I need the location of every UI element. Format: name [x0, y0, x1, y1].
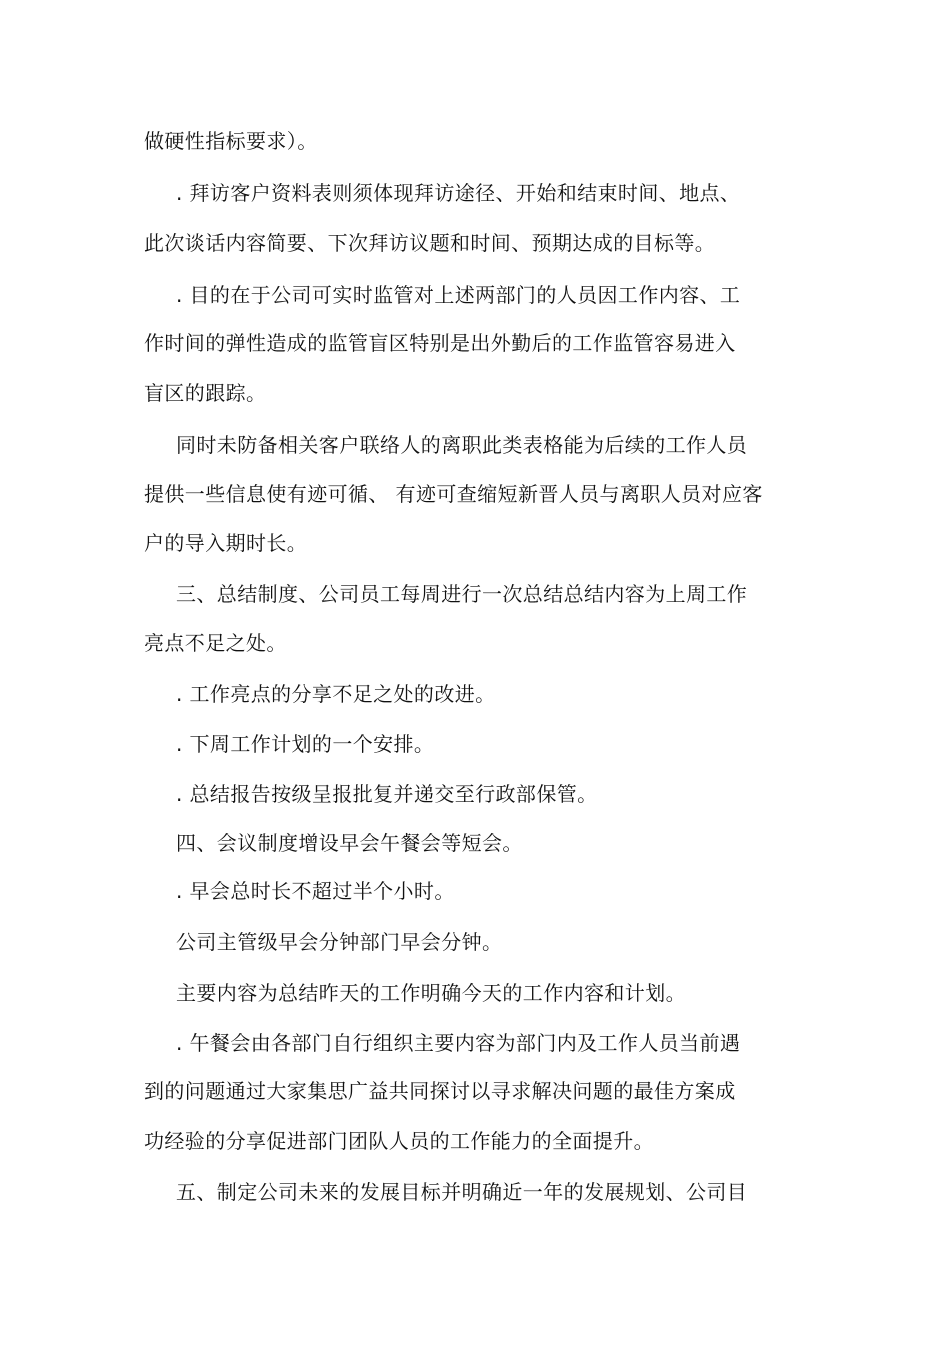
text-line: 同时未防备相关客户联络人的离职此类表格能为后续的工作人员: [176, 433, 748, 457]
text-line: 五、制定公司未来的发展目标并明确近一年的发展规划、公司目: [176, 1180, 748, 1204]
text-line: . 工作亮点的分享不足之处的改进。: [176, 682, 496, 706]
text-line: 到的问题通过大家集思广益共同探讨以寻求解决问题的最佳方案成: [144, 1079, 736, 1103]
text-line: . 早会总时长不超过半个小时。: [176, 879, 455, 903]
text-line: 公司主管级早会分钟部门早会分钟。: [176, 930, 503, 954]
text-line: 作时间的弹性造成的监管盲区特别是出外勤后的工作监管容易进入: [144, 331, 736, 355]
text-line: 主要内容为总结昨天的工作明确今天的工作内容和计划。: [176, 981, 686, 1005]
text-line: . 目的在于公司可实时监管对上述两部门的人员因工作内容、工: [176, 283, 741, 307]
text-line: 亮点不足之处。: [144, 631, 287, 655]
text-line: 做硬性指标要求）。: [144, 129, 318, 153]
text-line: 四、会议制度增设早会午餐会等短会。: [176, 831, 523, 855]
text-line: 功经验的分享促进部门团队人员的工作能力的全面提升。: [144, 1129, 654, 1153]
text-line: 盲区的跟踪。: [144, 381, 267, 405]
text-line: . 总结报告按级呈报批复并递交至行政部保管。: [176, 782, 598, 806]
text-line: 提供一些信息使有迹可循、 有迹可查缩短新晋人员与离职人员对应客: [144, 482, 763, 506]
text-line: 三、总结制度、公司员工每周进行一次总结总结内容为上周工作: [176, 582, 748, 606]
text-line: . 下周工作计划的一个安排。: [176, 732, 435, 756]
text-line: 户的导入期时长。: [144, 531, 308, 555]
text-line: . 拜访客户资料表则须体现拜访途径、开始和结束时间、地点、: [176, 181, 741, 205]
text-line: 此次谈话内容简要、下次拜访议题和时间、预期达成的目标等。: [144, 231, 716, 255]
text-line: . 午餐会由各部门自行组织主要内容为部门内及工作人员当前遇: [176, 1031, 741, 1055]
